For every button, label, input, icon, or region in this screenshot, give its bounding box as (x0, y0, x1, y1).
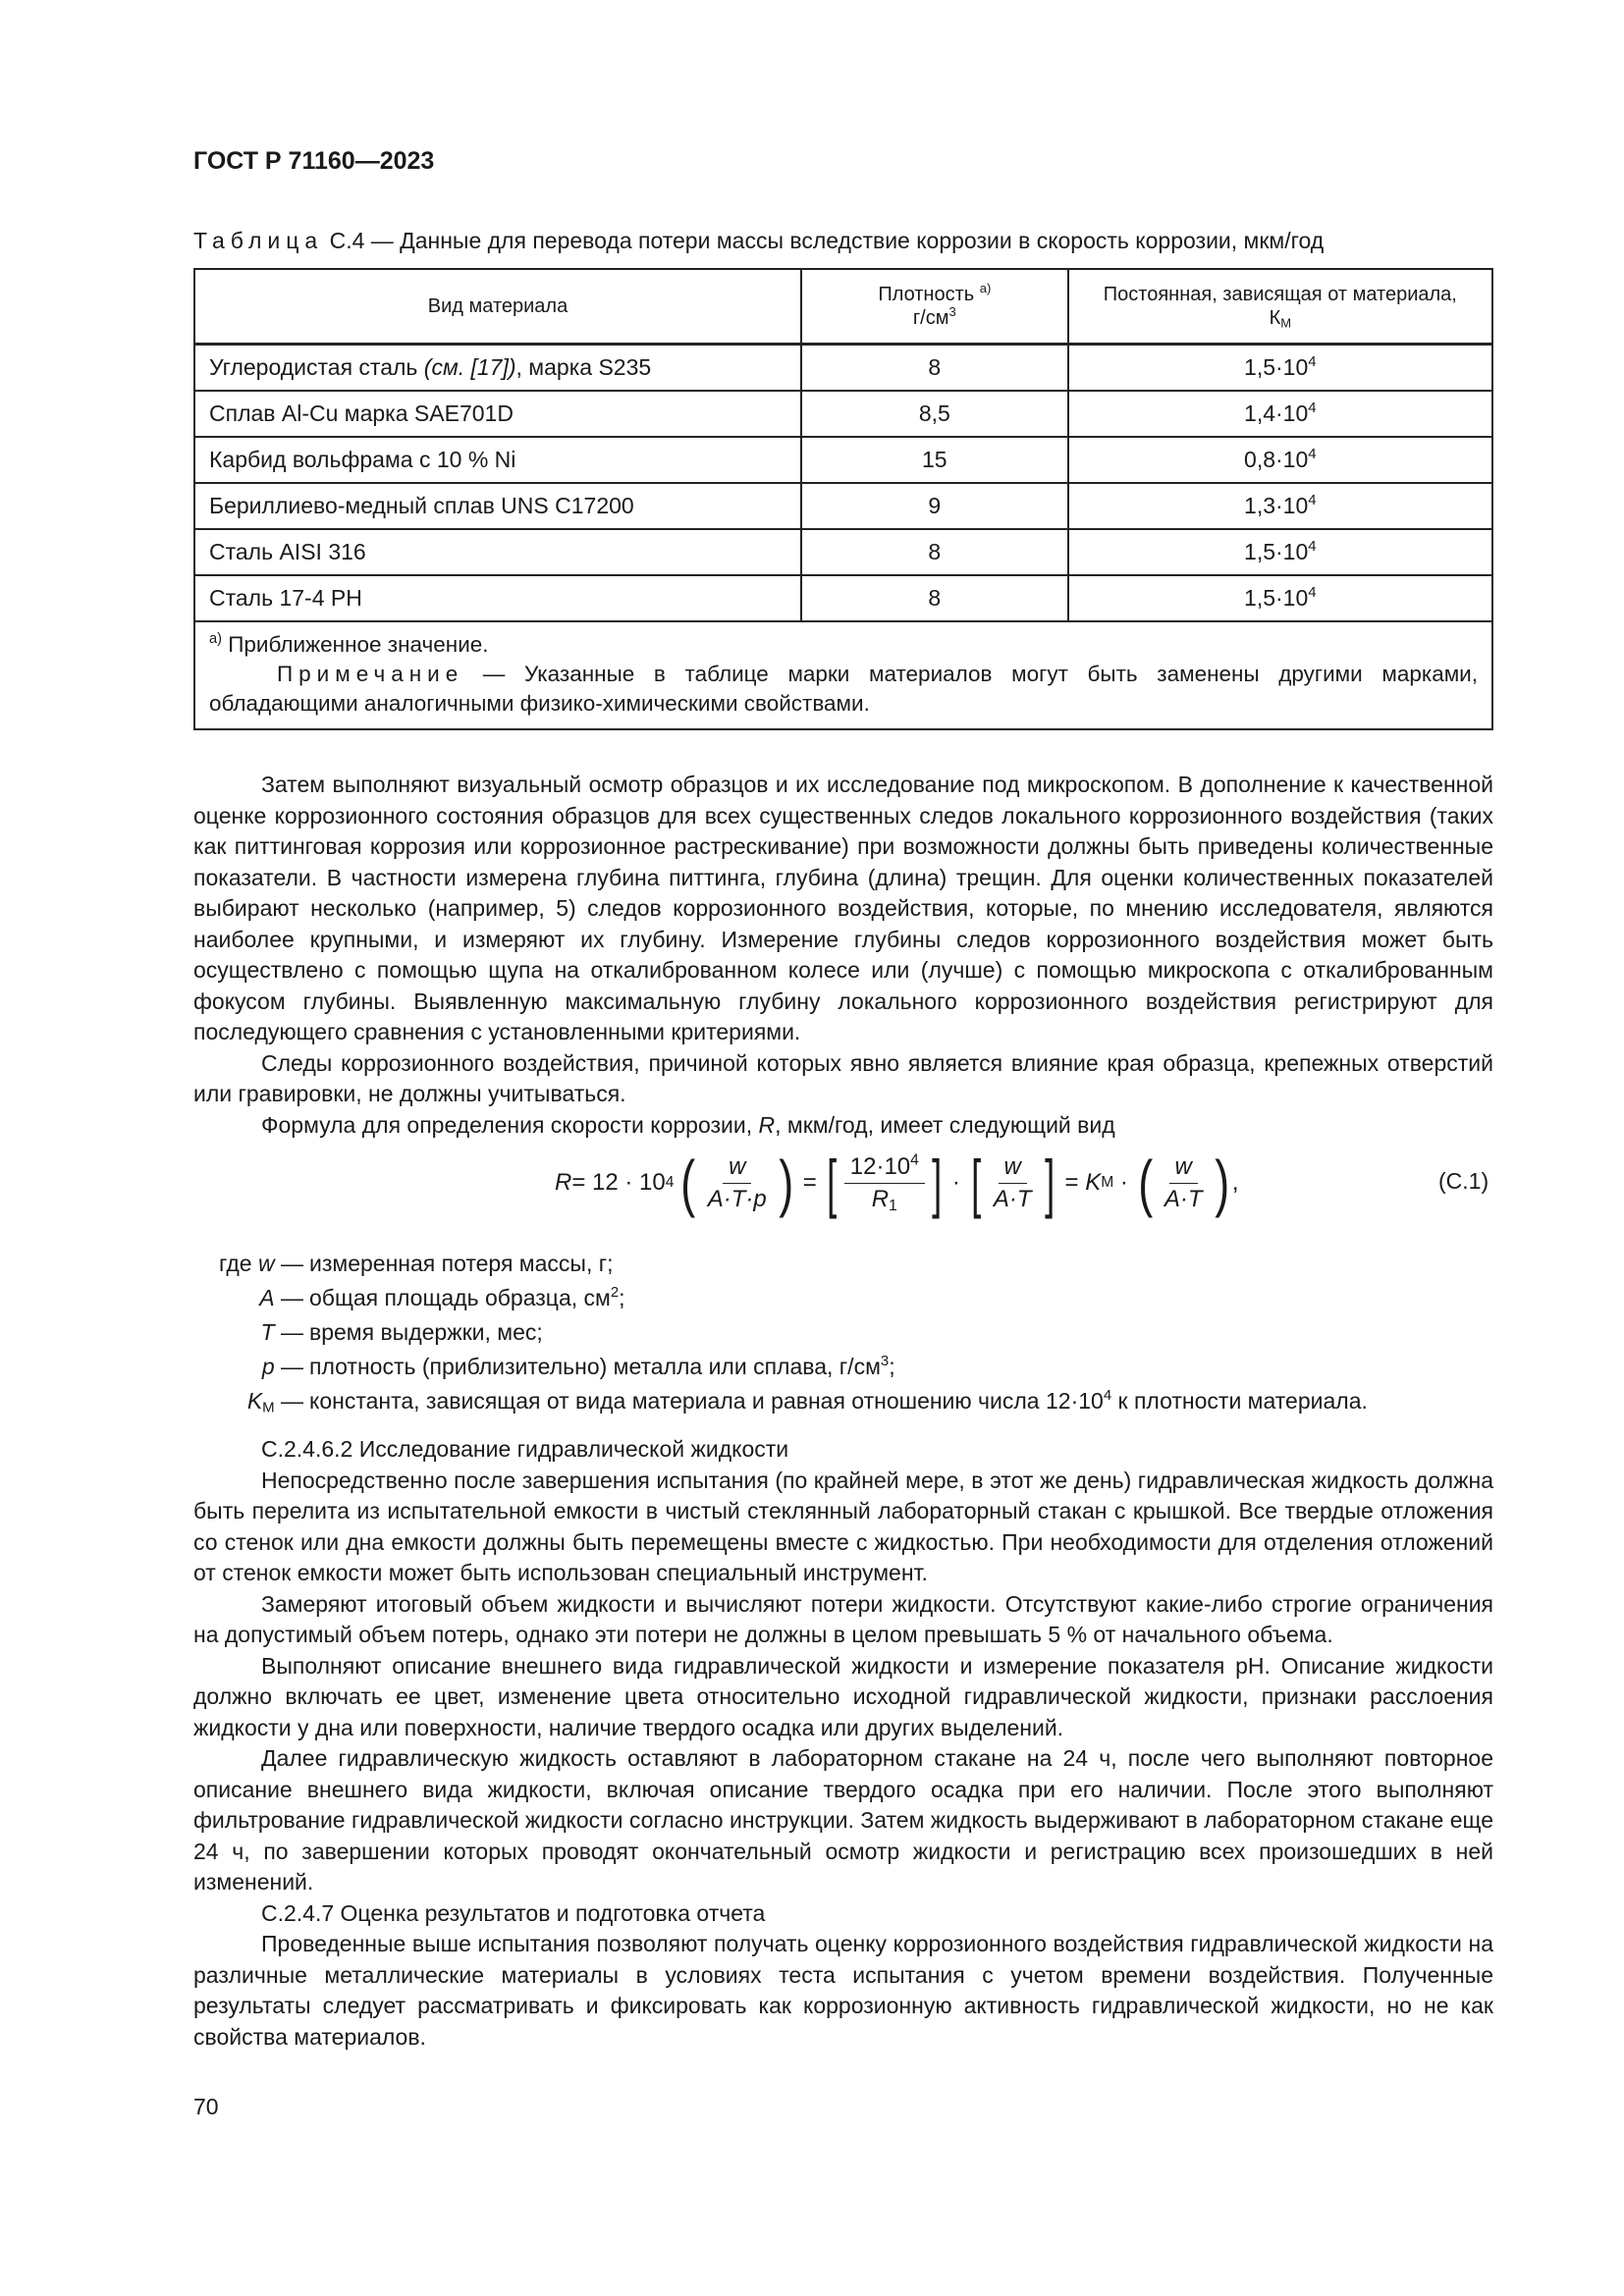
legend-item: $K_М$ — константа, зависящая от вида материала и равная отношению числа $12\cdot 10^4$ к плотности материала. (246, 1387, 1368, 1416)
paragraph: Далее гидравлическую жидкость оставляют в лабораторном стакане на 24 ч, после чего выполняют повторное описание внешнего вида жидкости, включая описание твердого осадка при его наличии. После этого выполняют фильтрование гидравлической жидкости согласно инструкции. Затем жидкость выдерживают в лабораторном стакане еще 24 ч, по завершении которых проводят окончательный осмотр жидкости и регистрацию всех произошедших в ней изменений. (193, 1745, 1493, 1895)
table-caption-label: Таблица (193, 228, 324, 253)
body-text-block-2 (193, 1434, 1493, 2053)
cell-constant: $0,8\cdot 10^4$ (1068, 437, 1492, 483)
section-heading: С.2.4.6.2 Исследование гидравлической жидкости (261, 1436, 789, 1462)
legend-item: p — плотность (приблизительно) металла или сплава, $г/см^3$; (261, 1353, 895, 1379)
cell-constant: $1,4\cdot 10^4$ (1068, 391, 1492, 437)
formula-intro: Формула для определения скорости коррозии, R, мкм/год, имеет следующий вид (261, 1111, 1115, 1138)
cell-density: 8,5 (801, 391, 1068, 437)
section-heading: С.2.4.7 Оценка результатов и подготовка отчета (261, 1899, 766, 1926)
paragraph: Проведенные выше испытания позволяют получать оценку коррозионного воздействия гидравлической жидкости на различные металлические материалы в условиях теста испытания с учетом времени воздействия. Полученные результаты следует рассматривать и фиксировать как коррозионную активность гидравлической жидкости, но не как свойства материалов. (193, 1931, 1493, 2050)
body-text-block-1 (193, 770, 1493, 1141)
fraction-constant: $\frac{12\cdot 10^4}{R_1}$ (844, 1153, 925, 1213)
table-header-row (194, 269, 1492, 345)
cell-constant: $1,3\cdot 10^4$ (1068, 483, 1492, 529)
cell-material: Карбид вольфрама с 10 % Ni (194, 437, 801, 483)
table-caption (193, 228, 1324, 254)
legend-item: A — общая площадь образца, $см^2$; (259, 1284, 625, 1310)
formula-number: (С.1) (1438, 1168, 1489, 1194)
cell-material: Сталь 17-4 PH (194, 575, 801, 621)
cell-density: 8 (801, 575, 1068, 621)
table-row (194, 529, 1492, 575)
paragraph: Выполняют описание внешнего вида гидравлической жидкости и измерение показателя pH. Описание жидкости должно включать ее цвет, изменение цвета относительно исходной гидравлической жидкости, признаки расслоения жидкости у дна или поверхности, наличие твердого осадка или других выделений. (193, 1652, 1493, 1740)
cell-material: Сплав Al-Cu марка SAE701D (194, 391, 801, 437)
document-code: ГОСТ Р 71160—2023 (193, 147, 435, 175)
paragraph: Следы коррозионного воздействия, причиной которых явно является влияние края образца, крепежных отверстий или гравировки, не должны учитываться. (193, 1049, 1493, 1106)
paragraph: Затем выполняют визуальный осмотр образцов и их исследование под микроскопом. В дополнение к качественной оценке коррозионного состояния образцов для всех существенных следов локального коррозионного воздействия (таких как питтинговая коррозия или коррозионное растрескивание) при возможности должны быть приведены количественные показатели. В частности измерена глубина питтинга, глубина (длина) трещин. Для оценки количественных показателей выбирают несколько (например, 5) следов коррозионного воздействия, которые, по мнению исследователя, являются наиболее крупными, и измеряют их глубину. Измерение глубины следов коррозионного воздействия может быть осуществлено с помощью щупа на откалиброванном колесе или (лучше) с помощью микроскопа с откалиброванным фокусом глубины. Выявленную максимальную глубину локального коррозионного воздействия регистрируют для последующего сравнения с установленными критериями. (193, 772, 1493, 1044)
table-note: Примечание — Указанные в таблице марки материалов могут быть заменены другими марками, обладающими аналогичными физико-химическими свойствами. (209, 662, 1478, 716)
header-material: Вид материала (194, 269, 801, 345)
table-row (194, 345, 1492, 392)
cell-material: Сталь AISI 316 (194, 529, 801, 575)
cell-density: 8 (801, 345, 1068, 392)
legend-item: T — время выдержки, мес; (260, 1319, 543, 1345)
table-row (194, 575, 1492, 621)
formula-c1: R = 12 · 10 4 ( $\frac{w}{A\cdot T\cdot p}$ ) = [ $\frac{12\cdot 10^4}{R_1}$ ] · [ $\frac{w}{A\cdot T}$ ] = K М · ( $\frac{w}{A\cdot T}$ ) , (555, 1147, 1239, 1219)
cell-material: Бериллиево-медный сплав UNS C17200 (194, 483, 801, 529)
paragraph: Непосредственно после завершения испытания (по крайней мере, в этот же день) гидравлическая жидкость должна быть перелита из испытательной емкости в чистый стеклянный лабораторный стакан с крышкой. Все твердые отложения со стенок или дна емкости должны быть перемещены вместе с жидкостью. При необходимости для отделения отложений от стенок емкости может быть использован специальный инструмент. (193, 1467, 1493, 1585)
fraction-3: $\frac{w}{A\cdot T}$ (1164, 1152, 1203, 1212)
variable-legend (193, 1247, 1368, 1418)
table-row (194, 437, 1492, 483)
cell-constant: $1,5\cdot 10^4$ (1068, 575, 1492, 621)
cell-material: Углеродистая сталь (см. [17]), марка S235 (194, 345, 801, 392)
cell-density: 8 (801, 529, 1068, 575)
table-caption-text: С.4 — Данные для перевода потери массы вследствие коррозии в скорость коррозии, мкм/год (329, 228, 1325, 253)
cell-density: 9 (801, 483, 1068, 529)
page-number: 70 (193, 2094, 219, 2119)
header-constant: Постоянная, зависящая от материала, $К_М$ (1068, 269, 1492, 345)
table-footnote: $^{а)}$ Приближенное значение. (209, 631, 489, 657)
legend-item: где w — измеренная потеря массы, г; (219, 1251, 614, 1276)
table-row (194, 391, 1492, 437)
cell-constant: $1,5\cdot 10^4$ (1068, 345, 1492, 392)
table-row (194, 483, 1492, 529)
cell-constant: $1,5\cdot 10^4$ (1068, 529, 1492, 575)
cell-density: 15 (801, 437, 1068, 483)
header-density: Плотность $^{а)}$ $г/см^3$ (801, 269, 1068, 345)
fraction-2: $\frac{w}{A\cdot T}$ (993, 1152, 1032, 1212)
paragraph: Замеряют итоговый объем жидкости и вычисляют потери жидкости. Отсутствуют какие-либо строгие ограничения на допустимый объем потерь, однако эти потери не должны в целом превышать 5 % от начального объема. (193, 1590, 1493, 1647)
table-notes (194, 621, 1492, 729)
header-density-note: а) (979, 281, 992, 296)
material-table (193, 268, 1493, 730)
table-notes-row (194, 621, 1492, 729)
fraction-1: $\frac{w}{A\cdot T\cdot p}$ (707, 1152, 767, 1212)
